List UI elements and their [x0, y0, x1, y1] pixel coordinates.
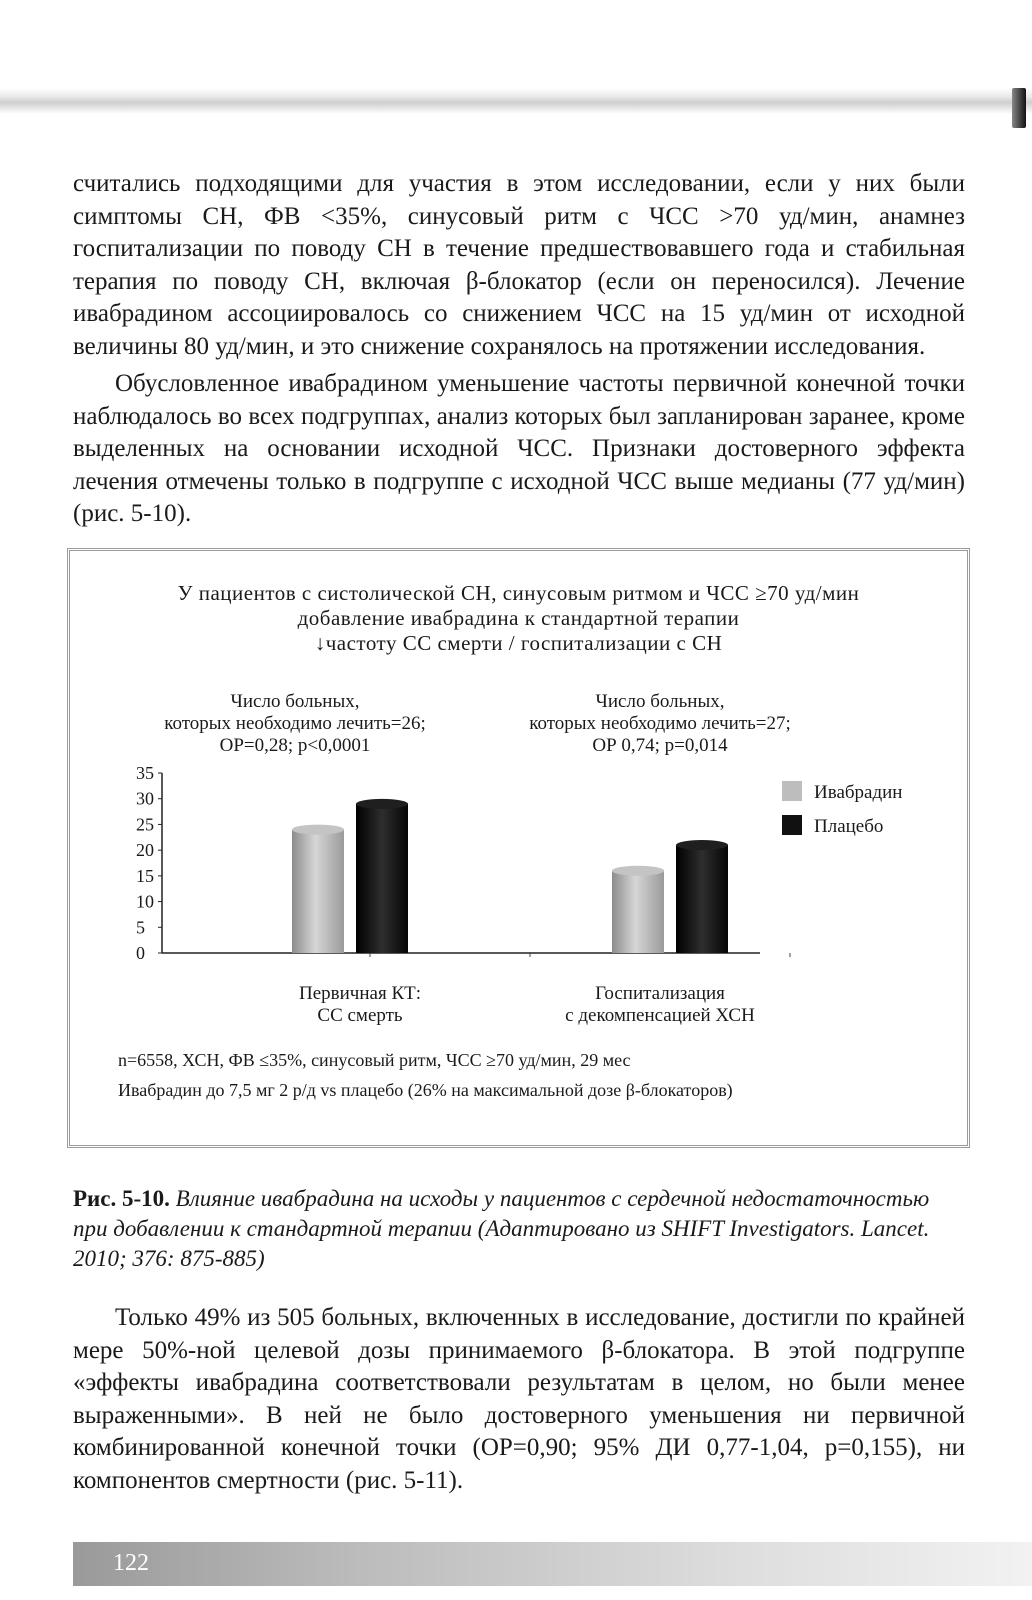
figure-title-line: ↓частоту СС смерти / госпитализации с СН — [314, 631, 723, 655]
y-tick-label: 15 — [136, 865, 154, 886]
bar-cap — [356, 799, 408, 809]
paragraph-2 — [73, 368, 965, 531]
caption-label: Рис. 5-10. — [73, 1186, 170, 1211]
nnt-note-line: ОР 0,74; р=0,014 — [592, 735, 728, 756]
figure-title — [70, 581, 967, 656]
legend-label: Плацебо — [814, 816, 884, 837]
nnt-note-line: которых необходимо лечить=27; — [529, 713, 791, 734]
chart-category-label-primary — [250, 983, 470, 1027]
paragraph-3-text: Только 49% из 505 больных, включенных в исследование, достигли по крайней мере 50%-ной целевой дозы принимаемого β-блокатора. В этой подгруппе «эффекты ивабрадина соответствовали результатам в целом, но были менее выраженными». В ней не было достоверного уменьшения ни первичной комбинированной конечной точки (ОР=0,90; 95% ДИ 0,77-1,04, р=0,155), ни компонентов смертности (рис. 5-11). — [73, 1304, 965, 1494]
page-footer — [73, 1542, 1032, 1586]
figure-title-line: У пациентов с систолической СН, синусовым ритмом и ЧСС ≥70 уд/мин — [177, 581, 860, 605]
paragraph-2-text: Обусловленное ивабрадином уменьшение частоты первичной конечной точки наблюдалось во всех подгруппах, анализ которых был запланирован заранее, кроме выделенных на основании исходной ЧСС. Признаки достоверного эффекта лечения отмечены только в подгруппе с исходной ЧСС выше медианы (77 уд/мин) (рис. 5-10). — [73, 370, 965, 528]
y-tick-label: 0 — [136, 943, 145, 963]
y-tick-label: 5 — [136, 917, 145, 938]
chart-category-label-hospitalization — [530, 983, 790, 1027]
nnt-note-primary — [125, 691, 465, 757]
figure-title-line: добавление ивабрадина к стандартной терапии — [297, 606, 740, 630]
figure-caption — [73, 1184, 965, 1274]
figure-5-10 — [67, 548, 970, 1148]
y-tick-label: 35 — [136, 763, 154, 783]
bar-chart — [70, 763, 967, 1053]
bar-cap — [292, 825, 344, 835]
legend-swatch-ivabradine — [782, 781, 802, 801]
bar-ivabradine — [292, 830, 344, 953]
category-label-line: Госпитализация — [595, 983, 725, 1004]
paragraph-1 — [73, 168, 965, 364]
nnt-note-line: Число больных, — [595, 691, 725, 712]
category-label-line: Первичная КТ: — [299, 983, 421, 1004]
figure-footnote-1: n=6558, ХСН, ФВ ≤35%, синусовый ритм, ЧСС ≥70 уд/мин, 29 мес — [118, 1050, 631, 1070]
nnt-note-line: которых необходимо лечить=26; — [164, 713, 426, 734]
legend-swatch-placebo — [782, 815, 802, 835]
figure-footnote-2: Ивабрадин до 7,5 мг 2 р/д vs плацебо (26% на максимальной дозе β-блокаторов) — [118, 1080, 733, 1100]
nnt-note-hospitalization — [490, 691, 830, 757]
page-number: 122 — [113, 1550, 149, 1576]
top-rule — [0, 88, 1032, 114]
legend-label: Ивабрадин — [814, 782, 903, 803]
paragraph-3 — [73, 1302, 965, 1498]
bar-ivabradine — [612, 871, 664, 953]
category-label-line: с декомпенсацией ХСН — [565, 1005, 755, 1026]
bar-cap — [676, 840, 728, 850]
nnt-note-line: Число больных, — [230, 691, 360, 712]
paragraph-1-text: считались подходящими для участия в этом исследовании, если у них были симптомы СН, ФВ <35%, синусовый ритм с ЧСС >70 уд/мин, анамнез госпитализации по поводу СН в течение предшествовавшего года и стабильная терапия по поводу СН, включая β-блокатор (если он переносился). Лечение ивабрадином ассоциировалось со снижением ЧСС на 15 уд/мин от исходной величины 80 уд/мин, и это снижение сохранялось на протяжении исследования. — [73, 170, 965, 360]
y-tick-label: 10 — [136, 891, 154, 912]
bar-placebo — [676, 845, 728, 953]
y-tick-label: 25 — [136, 814, 154, 835]
y-tick-label: 20 — [136, 840, 154, 861]
nnt-note-line: ОР=0,28; р<0,0001 — [219, 735, 371, 756]
caption-text: Влияние ивабрадина на исходы у пациентов с сердечной недостаточностью при добавлении к стандартной терапии (Адаптировано из SHIFT Investigators. Lancet. 2010; 376: 875-885) — [73, 1186, 930, 1271]
y-tick-label: 30 — [136, 788, 154, 809]
category-label-line: СС смерть — [317, 1005, 403, 1026]
bar-placebo — [356, 804, 408, 953]
bar-cap — [612, 866, 664, 876]
